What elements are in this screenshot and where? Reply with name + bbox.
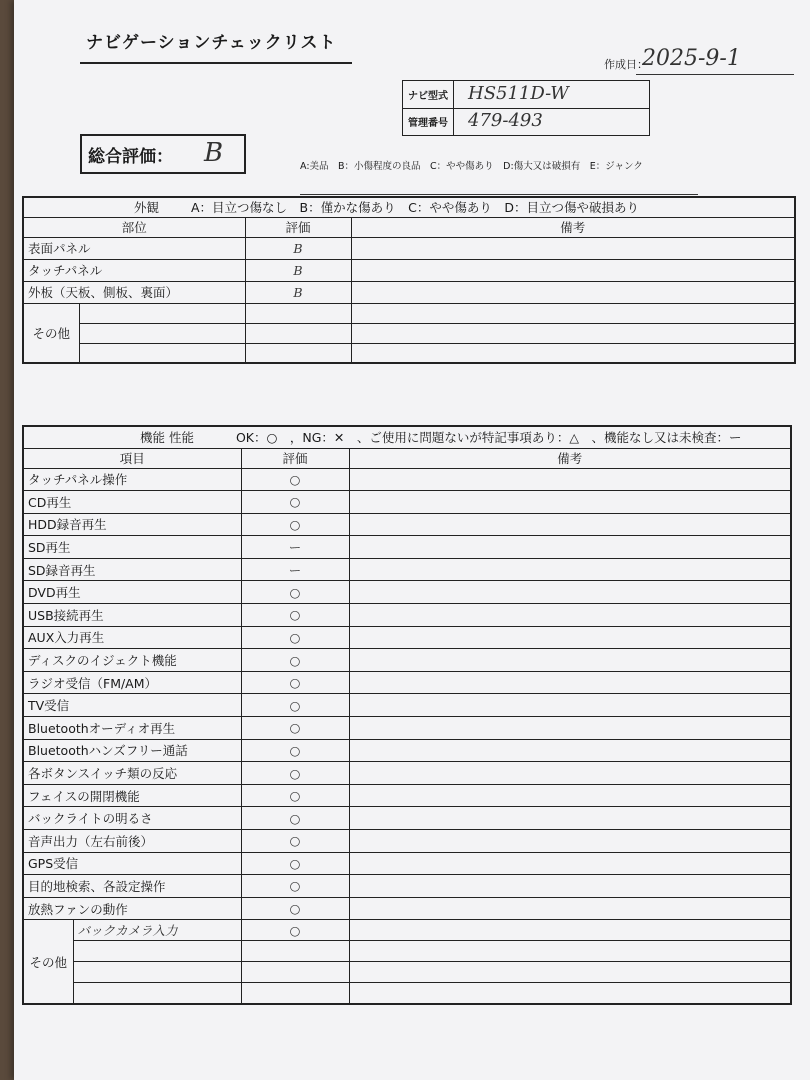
legend-underline (300, 194, 698, 195)
item-rating: ○ (241, 852, 349, 875)
exterior-caption (23, 197, 795, 217)
function-caption-legend: OK：○ ，NG：✕ 、ご使用に問題ないが特記事項あり：△ 、機能なし又は未検査：ー (235, 430, 742, 446)
table-row (23, 830, 791, 853)
col-rating: 評価 (245, 217, 351, 237)
model-value: HS511D-W (468, 83, 569, 104)
col-notes: 備考 (349, 448, 791, 468)
other-label: その他 (23, 920, 73, 1004)
item-notes (349, 604, 791, 627)
exterior-header-row (23, 217, 795, 237)
item-rating: ○ (241, 649, 349, 672)
item-label: フェイスの開閉機能 (23, 784, 241, 807)
item-rating: ○ (241, 671, 349, 694)
item-label: DVD再生 (23, 581, 241, 604)
other-rating (241, 941, 349, 962)
overall-rating-box (80, 134, 246, 174)
table-row (23, 875, 791, 898)
table-row (23, 259, 795, 281)
table-row (23, 852, 791, 875)
other-item (73, 962, 241, 983)
table-row (23, 626, 791, 649)
item-rating: ○ (241, 717, 349, 740)
item-rating: ○ (241, 468, 349, 491)
item-notes (349, 626, 791, 649)
item-notes (349, 784, 791, 807)
part-label: 表面パネル (23, 237, 245, 259)
item-label: USB接続再生 (23, 604, 241, 627)
item-label: ディスクのイジェクト機能 (23, 649, 241, 672)
table-row (23, 536, 791, 559)
item-notes (349, 830, 791, 853)
other-notes (349, 983, 791, 1004)
table-row (23, 513, 791, 536)
item-notes (349, 468, 791, 491)
item-rating: ○ (241, 784, 349, 807)
table-row (23, 762, 791, 785)
item-label: 音声出力（左右前後） (23, 830, 241, 853)
item-label: GPS受信 (23, 852, 241, 875)
other-row (23, 941, 791, 962)
other-part (79, 303, 245, 323)
other-row (23, 962, 791, 983)
checklist-paper (14, 0, 810, 1080)
other-rating (245, 323, 351, 343)
other-item (73, 941, 241, 962)
other-row (23, 920, 791, 941)
item-notes (349, 739, 791, 762)
other-row (23, 343, 795, 363)
function-caption-name: 機能 性能 (140, 430, 194, 446)
part-notes (351, 281, 795, 303)
other-notes (351, 343, 795, 363)
item-notes (349, 649, 791, 672)
function-caption-row (23, 426, 791, 448)
item-label: Bluetoothハンズフリー通話 (23, 739, 241, 762)
table-row (23, 897, 791, 920)
overall-legend: A:美品 B：小傷程度の良品 C：やや傷あり D:傷大又は破損有 E：ジャンク (300, 161, 643, 172)
item-label: タッチパネル操作 (23, 468, 241, 491)
item-notes (349, 762, 791, 785)
function-header-row (23, 448, 791, 468)
item-rating: ○ (241, 807, 349, 830)
table-row (23, 717, 791, 740)
item-notes (349, 558, 791, 581)
table-row (23, 237, 795, 259)
item-rating: ○ (241, 830, 349, 853)
table-row (23, 281, 795, 303)
other-row (23, 983, 791, 1004)
other-item (73, 983, 241, 1004)
item-label: バックライトの明るさ (23, 807, 241, 830)
col-rating: 評価 (241, 448, 349, 468)
navi-info-box (402, 80, 650, 136)
table-row (23, 694, 791, 717)
item-label: Bluetoothオーディオ再生 (23, 717, 241, 740)
table-row (23, 784, 791, 807)
other-rating (241, 962, 349, 983)
item-label: 目的地検索、各設定操作 (23, 875, 241, 898)
col-part: 部位 (23, 217, 245, 237)
item-rating: ○ (241, 491, 349, 514)
table-row (23, 671, 791, 694)
other-rating (245, 303, 351, 323)
other-label: その他 (23, 303, 79, 363)
part-notes (351, 259, 795, 281)
part-notes (351, 237, 795, 259)
part-rating: B (245, 237, 351, 259)
item-rating: ○ (241, 762, 349, 785)
col-item: 項目 (23, 448, 241, 468)
title-underline (80, 62, 352, 64)
part-rating: B (245, 281, 351, 303)
item-label: HDD録音再生 (23, 513, 241, 536)
col-notes: 備考 (351, 217, 795, 237)
other-notes (349, 920, 791, 941)
other-row (23, 303, 795, 323)
item-rating: ○ (241, 897, 349, 920)
item-rating: ○ (241, 694, 349, 717)
item-rating: ○ (241, 739, 349, 762)
table-row (23, 581, 791, 604)
function-caption (23, 426, 791, 448)
table-row (23, 739, 791, 762)
other-row (23, 323, 795, 343)
item-rating: ○ (241, 626, 349, 649)
other-rating: ○ (241, 920, 349, 941)
item-rating: ー (241, 558, 349, 581)
other-rating (241, 983, 349, 1004)
item-notes (349, 513, 791, 536)
other-part (79, 323, 245, 343)
item-rating: ○ (241, 604, 349, 627)
item-notes (349, 717, 791, 740)
exterior-table (22, 196, 796, 364)
other-notes (349, 962, 791, 983)
item-label: 各ボタンスイッチ類の反応 (23, 762, 241, 785)
part-rating: B (245, 259, 351, 281)
table-row (23, 649, 791, 672)
mgmt-row (403, 108, 649, 135)
page-title: ナビゲーションチェックリスト (86, 33, 337, 53)
item-label: CD再生 (23, 491, 241, 514)
model-label: ナビ型式 (403, 81, 454, 108)
item-notes (349, 491, 791, 514)
function-table (22, 425, 792, 1005)
other-part (79, 343, 245, 363)
mgmt-label: 管理番号 (403, 108, 454, 135)
mgmt-value: 479-493 (468, 110, 543, 131)
part-label: 外板（天板、側板、裏面） (23, 281, 245, 303)
item-notes (349, 671, 791, 694)
item-label: SD再生 (23, 536, 241, 559)
date-label: 作成日： (604, 58, 648, 71)
item-label: AUX入力再生 (23, 626, 241, 649)
item-notes (349, 875, 791, 898)
item-rating: ○ (241, 581, 349, 604)
item-notes (349, 694, 791, 717)
overall-label: 総合評価： (88, 147, 173, 167)
item-notes (349, 581, 791, 604)
table-row (23, 807, 791, 830)
other-rating (245, 343, 351, 363)
item-label: 放熱ファンの動作 (23, 897, 241, 920)
item-notes (349, 807, 791, 830)
item-notes (349, 852, 791, 875)
date-value: 2025-9-1 (642, 46, 741, 71)
exterior-caption-row (23, 197, 795, 217)
table-row (23, 604, 791, 627)
exterior-caption-legend: A：目立つ傷なし B：僅かな傷あり C：やや傷あり D：目立つ傷や破損あり (190, 200, 639, 216)
date-underline (636, 74, 794, 75)
other-notes (351, 323, 795, 343)
table-row (23, 491, 791, 514)
item-notes (349, 536, 791, 559)
overall-value: B (204, 138, 224, 168)
item-label: SD録音再生 (23, 558, 241, 581)
item-label: TV受信 (23, 694, 241, 717)
item-label: ラジオ受信（FM/AM） (23, 671, 241, 694)
other-notes (351, 303, 795, 323)
table-row (23, 468, 791, 491)
exterior-caption-name: 外観 (134, 200, 160, 216)
item-rating: ー (241, 536, 349, 559)
item-rating: ○ (241, 513, 349, 536)
model-row (403, 81, 649, 109)
other-notes (349, 941, 791, 962)
table-row (23, 558, 791, 581)
other-item: バックカメラ入力 (73, 920, 241, 941)
item-rating: ○ (241, 875, 349, 898)
part-label: タッチパネル (23, 259, 245, 281)
item-notes (349, 897, 791, 920)
